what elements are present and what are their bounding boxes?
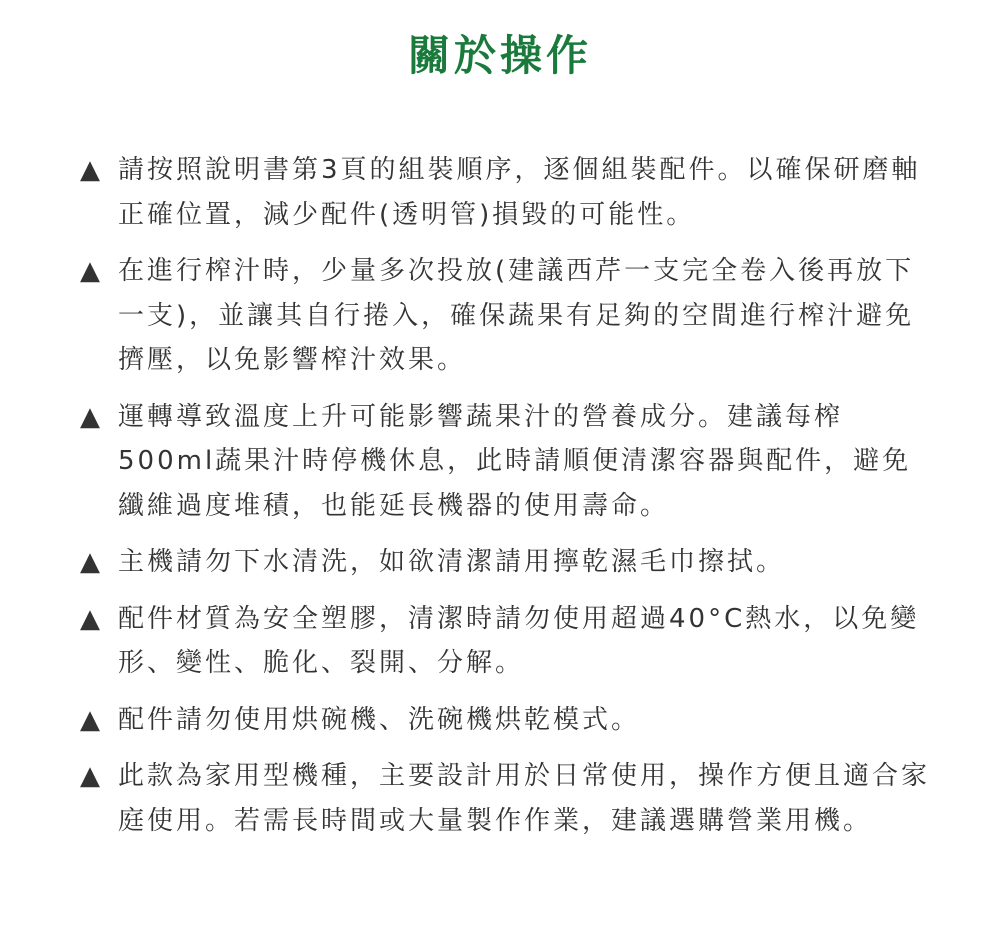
triangle-bullet-icon: ▲ <box>80 603 100 634</box>
operation-notes-list <box>80 148 930 855</box>
note-item <box>80 698 930 743</box>
triangle-bullet-icon: ▲ <box>80 547 100 577</box>
note-text: 運轉導致溫度上升可能影響蔬果汁的營養成分。建議每榨500ml蔬果汁時停機休息，此時請順便清潔容器與配件，避免纖維過度堆積，也能延長機器的使用壽命。 <box>118 401 912 521</box>
note-item <box>80 148 930 237</box>
note-text: 配件請勿使用烘碗機、洗碗機烘乾模式。 <box>118 704 641 735</box>
note-text: 在進行榨汁時，少量多次投放(建議西芹一支完全卷入後再放下一支)，並讓其自行捲入，確保蔬果有足夠的空間進行榨汁避免擠壓，以免影響榨汁效果。 <box>118 256 915 375</box>
note-text: 配件材質為安全塑膠，清潔時請勿使用超過40°C熱水，以免變形、變性、脆化、裂開、分解。 <box>118 603 920 678</box>
note-item <box>80 249 930 383</box>
triangle-bullet-icon: ▲ <box>80 256 100 286</box>
triangle-bullet-icon: ▲ <box>80 401 100 432</box>
triangle-bullet-icon: ▲ <box>80 704 100 735</box>
page-title: 關於操作 <box>407 31 592 80</box>
triangle-bullet-icon: ▲ <box>80 155 100 185</box>
note-text: 主機請勿下水清洗，如欲清潔請用擰乾濕毛巾擦拭。 <box>118 547 786 577</box>
triangle-bullet-icon: ▲ <box>80 761 100 791</box>
note-item <box>80 540 930 585</box>
note-text: 此款為家用型機種，主要設計用於日常使用，操作方便且適合家庭使用。若需長時間或大量製作作業，建議選購營業用機。 <box>118 761 931 836</box>
note-item <box>80 395 930 529</box>
note-text: 請按照說明書第3頁的組裝順序，逐個組裝配件。以確保研磨軸正確位置，減少配件(透明管)損毀的可能性。 <box>118 155 921 230</box>
note-item <box>80 754 930 843</box>
note-item <box>80 597 930 686</box>
